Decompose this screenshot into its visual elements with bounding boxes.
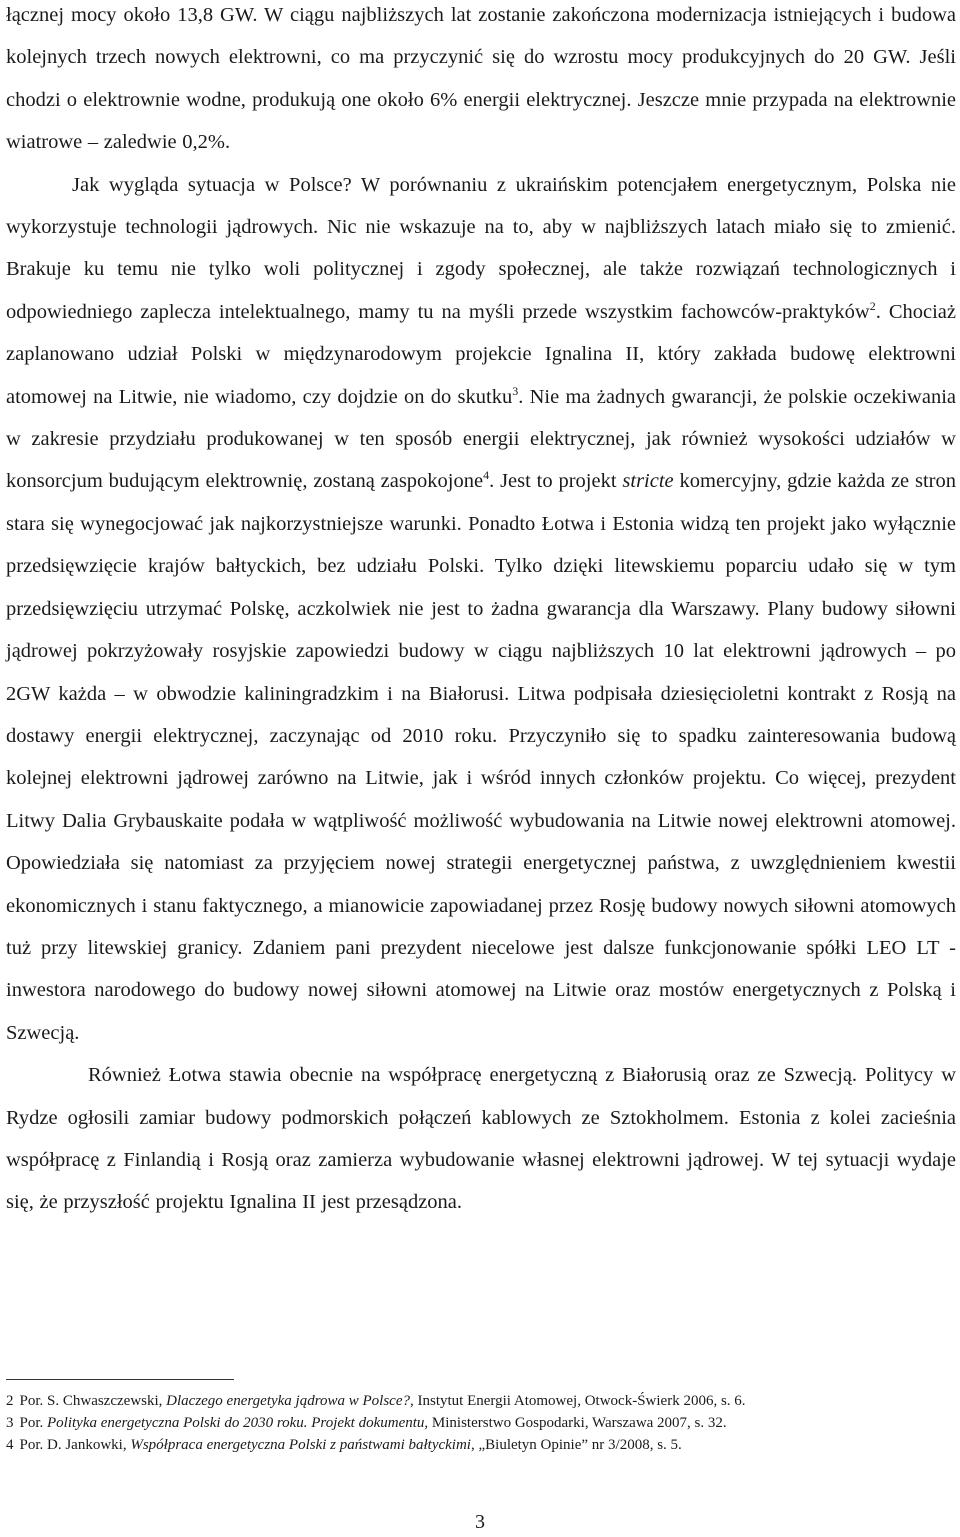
footnote-4-post: , „Biuletyn Opinie” nr 3/2008, s. 5. [470, 1437, 682, 1453]
footnote-ref-3[interactable]: 3 [512, 383, 519, 398]
footnote-3-number: 3 [6, 1415, 14, 1431]
footnote-3-title: Polityka energetyczna Polski do 2030 roku. Projekt dokumentu [47, 1415, 425, 1431]
body-text [6, 0, 956, 1224]
paragraph-2-italic-term: stricte [622, 470, 674, 493]
footnote-4 [6, 1434, 956, 1456]
footnote-4-title: Współpraca energetyczna Polski z państwami bałtyckimi [130, 1437, 471, 1453]
paragraph-1 [6, 0, 956, 164]
footnote-2-title: Dlaczego energetyka jądrowa w Polsce? [166, 1393, 410, 1409]
paragraph-2-text-d: . Jest to projekt [489, 470, 623, 493]
footnote-ref-2[interactable]: 2 [869, 299, 876, 314]
paragraph-3-text: Również Łotwa stawia obecnie na współpracę energetyczną z Białorusią oraz ze Szwecją. Politycy w Rydze ogłosili zamiar budowy podmorskich połączeń kablowych ze Sztokholmem. Estonia z kolei zacieśnia współpracę z Finlandią i Rosją oraz zamierza wybudowanie własnej elektrowni jądrowej. W tej sytuacji wydaje się, że przyszłość projektu Ignalina II jest przesądzona. [6, 1064, 956, 1214]
footnote-2-post: , Instytut Energii Atomowej, Otwock-Świerk 2006, s. 6. [410, 1393, 746, 1409]
footnote-3-post: , Ministerstwo Gospodarki, Warszawa 2007, s. 32. [424, 1415, 727, 1431]
footnote-2-number: 2 [6, 1393, 14, 1409]
footnote-2-pre: Por. S. Chwaszczewski, [19, 1393, 167, 1409]
footnote-3 [6, 1412, 956, 1434]
paragraph-2-text-b: . Chociaż zaplanowano udział Polski w międzynarodowym projekcie Ignalina II, który zakłada budowę elektrowni atomowej na Litwie, nie wiadomo, czy dojdzie on do skutku [6, 300, 956, 408]
footnote-3-pre: Por. [19, 1415, 48, 1431]
page-number: 3 [475, 1511, 485, 1533]
paragraph-2-text-a: Jak wygląda sytuacja w Polsce? W porównaniu z ukraińskim potencjałem energetycznym, Polska nie wykorzystuje technologii jądrowych. Nic nie wskazuje na to, aby w najbliższych latach miało się to zmienić. Brakuje ku temu nie tylko woli politycznej i zgody społecznej, ale także rozwiązań technologicznych i odpowiedniego zaplecza intelektualnego, mamy tu na myśli przede wszystkim fachowców-praktyków [6, 173, 956, 323]
paragraph-2-text-e: komercyjny, gdzie każda ze stron stara się wynegocjować jak najkorzystniejsze warunki. Ponadto Łotwa i Estonia widzą ten projekt jako wyłącznie przedsięwzięcie krajów bałtyckich, bez udziału Polski. Tylko dzięki litewskiemu poparciu udało się w tym przedsięwzięciu utrzymać Polskę, aczkolwiek nie jest to żadna gwarancja dla Warszawy. Plany budowy siłowni jądrowej pokrzyżowały rosyjskie zapowiedzi budowy w ciągu najbliższych 10 lat elektrowni jądrowych – po 2GW każda – w obwodzie kaliningradzkim i na Białorusi. Litwa podpisała dziesięcioletni kontrakt z Rosją na dostawy energii elektrycznej, zaczynając od 2010 roku. Przyczyniło się to spadku zainteresowania budową kolejnej elektrowni jądrowej zarówno na Litwie, jak i wśród innych członków projektu. Co więcej, prezydent Litwy Dalia Grybauskaite podała w wątpliwość możliwość wybudowania na Litwie nowej elektrowni atomowej. Opowiedziała się natomiast za przyjęciem nowej strategii energetycznej państwa, z uwzględnieniem kwestii ekonomicznych i stanu faktycznego, a mianowicie zapowiadanej przez Rosję budowy nowych siłowni atomowych tuż przy litewskiej granicy. Zdaniem pani prezydent niecelowe jest dalsze funkcjonowanie spółki LEO LT - inwestora narodowego do budowy nowej siłowni atomowej na Litwie oraz mostów energetycznych z Polską i Szwecją. [6, 470, 956, 1044]
footnote-4-pre: Por. D. Jankowki, [19, 1437, 131, 1453]
footnote-separator [6, 1379, 234, 1380]
paragraph-3 [6, 1054, 956, 1224]
paragraph-1-text: łącznej mocy około 13,8 GW. W ciągu najbliższych lat zostanie zakończona modernizacja istniejących i budowa kolejnych trzech nowych elektrowni, co ma przyczynić się do wzrostu mocy produkcyjnych do 20 GW. Jeśli chodzi o elektrownie wodne, produkują one około 6% energii elektrycznej. Jeszcze mnie przypada na elektrownie wiatrowe – zaledwie 0,2%. [6, 4, 956, 154]
footnote-4-number: 4 [6, 1437, 14, 1453]
footnote-2 [6, 1390, 956, 1412]
footnote-ref-4[interactable]: 4 [483, 468, 490, 483]
paragraph-2-text-c: . Nie ma żadnych gwarancji, że polskie oczekiwania w zakresie przydziału produkowanej w ten sposób energii elektrycznej, jak również wysokości udziałów w konsorcjum budującym elektrownię, zostaną zaspokojone [6, 385, 956, 493]
footnotes-list [6, 1390, 956, 1456]
paragraph-2 [6, 164, 956, 1055]
